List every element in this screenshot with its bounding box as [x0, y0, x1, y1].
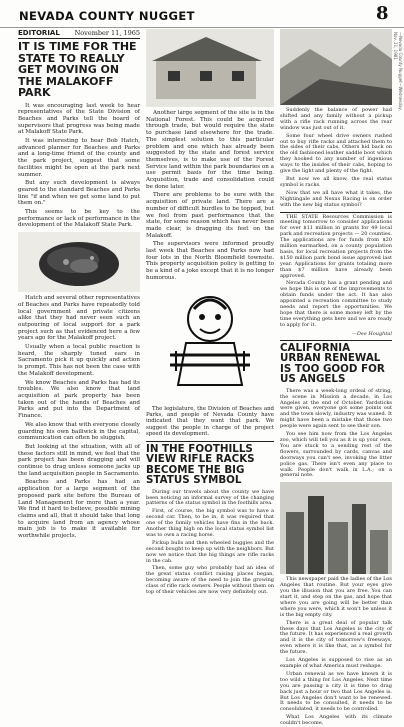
california-paragraph: Urban renewal as we have known it is too wild a thing for Los Angeles. Next time you are passing a city it is time to drag back just a hour or two that Los Angeles is. But Los Angeles don't want to be renewed. It needs to be consulted, it needs to be consolidated, it needs to be controlled. — [280, 670, 392, 713]
editorial-paragraph: But any such development is always geared to the standard Beaches and Parks line "if and when we get some land to put them on." — [18, 180, 140, 207]
story-paragraph: Some four wheel drive owners rushed out to buy rifle racks and attached them to the sides of their cabs. Others hid back on the old fashioned leather saddle boot which they hooked to any number of ingenious ways to the insides of their cabs, hoping to give the light and plenty of the fight. — [280, 132, 392, 175]
california-paragraph: There is a great deal of popular talk these days that Los Angeles is the city of the future. It has experienced a real growth and it is the city of tomorrow's freeways, even where it is like that, as a symbol for the future. — [280, 619, 392, 656]
resources-brief — [280, 215, 392, 329]
masthead — [0, 0, 404, 28]
page-number: 8 — [376, 3, 389, 24]
editorial-paragraph: The legislature, the Division of Beaches and Parks, and people of Nevada County have indicated that they want that park. We suggest the people in charge of the project speed its development. — [146, 405, 274, 438]
park-trail-photo — [280, 29, 392, 105]
middle-column — [146, 29, 274, 596]
editorial-paragraph: But looking at the situation, with all of these factors still in mind, we feel that the park project has been dragging and will continue to drag unless someone jacks up the land acquisition people in Sacramento. — [18, 443, 140, 477]
newspaper-title: NEVADA COUNTY NUGGET — [19, 9, 195, 23]
california-body — [280, 389, 392, 480]
editorial-paragraph: The supervisors were informed proudly last week that Beaches and Parks now had four lots in the North Bloomfield townsite. This property acquisition policy is getting to be a kind of a joke except that it is no longer humorous. — [146, 241, 274, 281]
lodge-building-photo — [146, 29, 274, 107]
california-paragraph: Los Angeles is supposed to rise as an example of what America must reshape. — [280, 657, 392, 669]
story-paragraph: But now we all know, the real status symbol is racks. — [280, 175, 392, 188]
rock-specimen-photo — [18, 232, 140, 292]
editorial-paragraph: There are problems to be sure with the acquisition of private land. There are a number of difficult hurdles to be topped, but we feel from past performance that the state, for some reason which has never been made clear, is dragging its feet on the Malakoff. — [146, 192, 274, 239]
editorial-paragraph: It was encouraging last week to hear representatives of the State Division of Beaches and Parks tell the board of supervisors that progress was being made at Malakoff State Park. — [18, 102, 140, 136]
foothills-paragraph: Pickup bulls and then wheeled buggies and the second bought to keep up with the neighbors. But now we notice that the big things are rifle racks in the cab. — [146, 539, 274, 564]
editorial-body-continued — [18, 295, 140, 540]
editorial-paragraph: Another large segment of the site is in the National Forest. This could be acquired through trade, but would require the state to purchase land elsewhere for the trade. The simplest solution to this particular problem and one which has already been suggested by the state and forest service themselves, is to make use of the Forest Service land within the park boundaries on a use permit basis for the time being. Acquisition, trade and consolidation could be done later. — [146, 110, 274, 190]
story-divider — [280, 340, 392, 341]
editorial-paragraph: Hatch and several other representatives of Beaches and Parks have repeatedly told local government and private citizens alike that they had never seen such an outpouring of local support for a park project such as that evidenced here a few years ago for the Malakoff project. — [18, 295, 140, 342]
california-headline: CALIFORNIA URBAN RENEWAL IS TOO GOOD FOR US ANGELS — [280, 341, 385, 386]
rifle-rack-truck-cartoon — [146, 285, 274, 403]
foothills-paragraph: First, of course, the big symbol was to have a second car. Then, to be in, it was required that one of the family vehicles have fins in the back. Another thing high on the local status symbol list was to own a racing horse. — [146, 508, 274, 538]
foothills-body — [146, 490, 274, 596]
editorial-body-column-two — [146, 110, 274, 282]
rifle-story-continued — [280, 108, 392, 209]
editorial-paragraph: We know Beaches and Parks has had its troubles. We also know that land acquisition at park property has been taken out of the hands of Beaches and Parks and put into the Department of Finance. — [18, 379, 140, 420]
los-angeles-city-photo — [280, 482, 392, 574]
california-paragraph: This newspaper paid the ladies of the Los Angeles that routine. But your eyes give you the illusion that you are free. You can start it, and step on the gas, and hope that where you are going will be better than where you were, which it won't be unless it is the big empty city. — [280, 576, 392, 618]
editorial-paragraph: Beaches and Parks has had an application for a large segment of the proposed park site before the Bureau of Land Management for more than a year. We find it hard to believe, possible mining claims and all, that it should take that long to acquire land from an agency whose main job is to make it available for worthwhile projects. — [18, 479, 140, 540]
foothills-paragraph: Then, some guy who probably had an idea of the great status conflict raising places began, becoming aware of the need to join the growing class of rifle rack owners. People without them on top of their vehicles are now very definitely out. — [146, 565, 274, 596]
editorial-headline: IT IS TIME FOR THE STATE TO REALLY GET MOVING ON THE MALAKOFF PARK — [18, 40, 137, 99]
side-folio: —Nevada County Nugget—Wednesday, Nov. 11, 1981 — [393, 32, 403, 112]
california-paragraph: There was a week-long ordeal of string, the scene in Mission a decade, in Los Angeles at the end of October. Yardsticks were given, everyone got some points out and the town slowly, industry was waned. It might have been a mistake that those two people were again sent to see their son. — [280, 387, 392, 430]
editorial-paragraph: It was interesting to hear Bob Hatch, advanced planner for Beaches and Parks and a long-time friend of the county and the park project, suggest that some facilities might be open at the park next summer. — [18, 138, 140, 178]
california-paragraph: You see him now from the Los Angeles zoo, which will tell you as it is up your own. You are stuck to a sending rest of the flowers, surrounded by cards, canvas and doorways you can't see, invoking the litter police gas. There isn't even any place to walk. People don't walk in L.A.; on a general note. — [280, 431, 392, 479]
foothills-paragraph: During our travels about the county we have been noticing an informal survey of the changing patterns of the status symbol in the foothills area. — [146, 488, 274, 507]
editorial-kicker — [18, 29, 140, 39]
right-column — [280, 29, 392, 727]
california-body-continued — [280, 577, 392, 727]
editorial-column — [18, 29, 140, 540]
california-paragraph: What Los Angeles with its climate couldn't become, — [280, 714, 392, 727]
editorial-label: EDITORIAL — [18, 29, 60, 37]
story-paragraph: Suddenly the balance of power had shifted and any family without a pickup with a rifle rack running across the rear window was just out of it. — [280, 107, 392, 131]
foothills-headline: IN THE FOOTHILLS VIEW RIFLE RACKS BECOME THE BIG STATUS SYMBOL — [146, 442, 255, 487]
editorial-body — [18, 103, 140, 230]
brief-paragraph: THE STATE Resources Commission is meeting tomorrow to consider applications for over $11 million in grants for 49 local park and recreation projects — 20 counties. The applications are for funds from $20 million earmarked, on a county population basis, for local recreation projects from the $150 million park bond issue approved last year. Applications for grants totaling more than $7 million have already been approved. — [280, 213, 392, 279]
story-divider — [146, 441, 274, 442]
story-paragraph: Now that we all have what it takes, the Nightingale and Nexus Racing is on order with the new big status symbol? — [280, 189, 392, 208]
editorial-paragraph: This seems to be key to the performance or lack of performance in the development of the Malakoff State Park. — [18, 209, 140, 229]
brief-paragraph: Nevada County has a grant pending and we hope this is one of the improvements to obtain funds under the act. It has also appointed a recreation committee to study needs and report the opportunities. We hope that there is some money left by the time everything gets here and we are ready to apply for it. — [280, 280, 392, 328]
editorial-date: November 11, 1965 — [74, 29, 140, 37]
editorial-paragraph: We also know that with everyone closely guarding his own bailiwick in the capital, communication can often be sluggish. — [18, 421, 140, 442]
editorial-paragraph: Usually when a local public reaction is heard, the sharply tuned ears in Sacramento pick it up quickly and action is prompt. This has not been the case with the Malakoff development. — [18, 344, 140, 377]
cartoon-caption — [146, 406, 274, 438]
brief-divider — [280, 212, 392, 213]
author-credit: —Dee Houghtal — [351, 330, 392, 337]
